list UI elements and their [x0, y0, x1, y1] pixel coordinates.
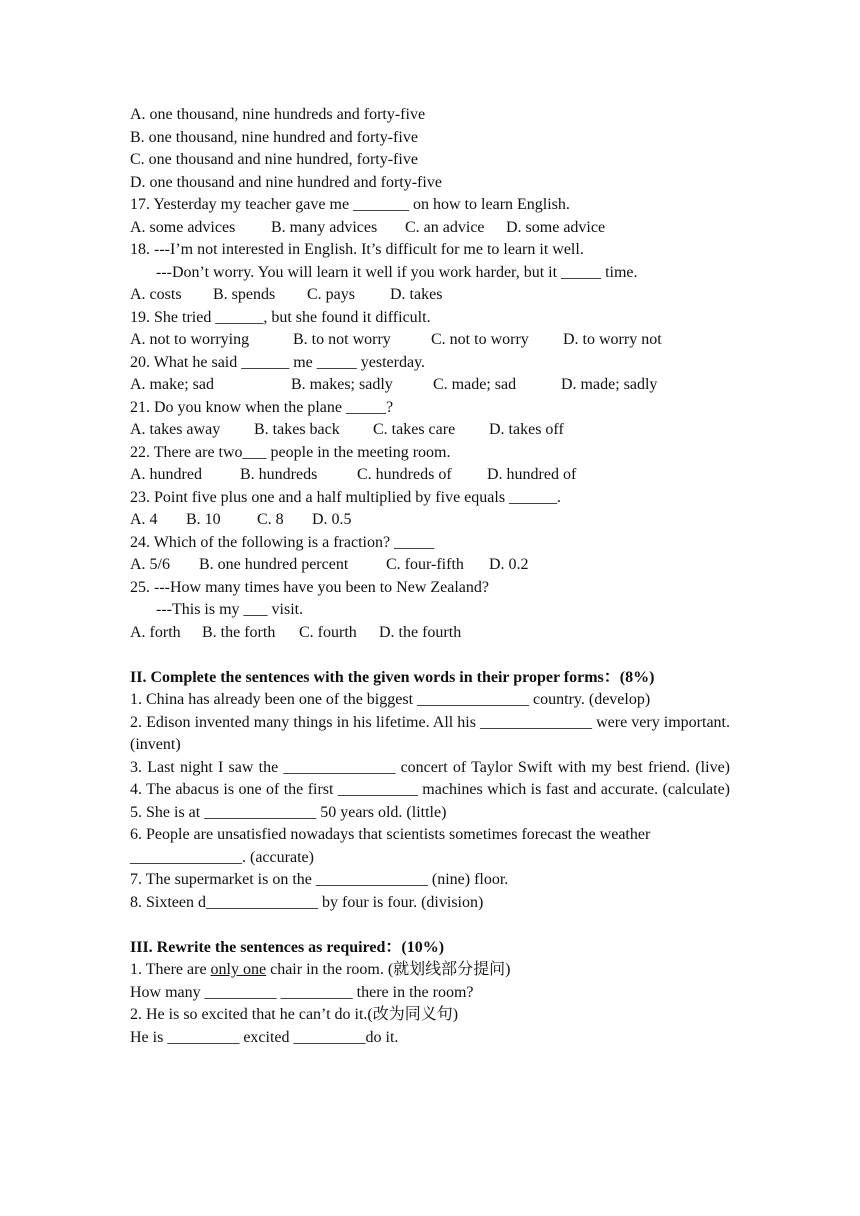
- q19-options: [130, 329, 730, 352]
- q19-option-d: D. to worry not: [563, 331, 662, 348]
- q25-option-a: A. forth: [130, 623, 181, 641]
- part2-heading: II. Complete the sentences with the given words in their proper forms：(8%): [130, 668, 655, 686]
- q17-options: [130, 217, 730, 240]
- part2-item-6: 6. People are unsatisfied nowadays that scientists sometimes forecast the weather: [130, 826, 651, 843]
- part3-q1: [130, 959, 730, 982]
- part3-q2-answer: He is _________ excited _________do it.: [130, 1028, 399, 1046]
- q23-option-d: D. 0.5: [312, 511, 352, 528]
- part3-q1-pre: 1. There are: [130, 961, 211, 978]
- q18-option-d: D. takes: [390, 286, 443, 303]
- part3-q1-underlined: only one: [210, 961, 267, 978]
- section-gap: [130, 914, 730, 937]
- part3-q2: 2. He is so excited that he can’t do it.(改为同义句): [130, 1006, 459, 1023]
- q20-stem: 20. What he said ______ me _____ yesterday.: [130, 353, 426, 371]
- q23-options: [130, 509, 730, 532]
- q18-options: [130, 284, 730, 307]
- part2-item-7: 7. The supermarket is on the ______________ (nine) floor.: [130, 871, 509, 888]
- q25-stem: 25. ---How many times have you been to New Zealand?: [130, 578, 489, 596]
- part3-heading: III. Rewrite the sentences as required：(10%): [130, 938, 445, 956]
- q22-option-d: D. hundred of: [487, 466, 577, 483]
- q24-options: [130, 554, 730, 577]
- q18-option-b: B. spends: [213, 286, 276, 303]
- q21-option-b: B. takes back: [254, 421, 340, 438]
- q16-option-a: A. one thousand, nine hundreds and forty-five: [130, 106, 426, 123]
- q22-options: [130, 464, 730, 487]
- q19-option-a: A. not to worrying: [130, 331, 250, 348]
- q18-stem-reply: ---Don’t worry. You will learn it well if you work harder, but it _____ time.: [156, 263, 638, 281]
- q21-option-c: C. takes care: [373, 421, 456, 438]
- part2-item-4-text: 4. The abacus is one of the first __________ machines which is fast and accurate. (calculate): [130, 781, 730, 798]
- q25-stem-reply: ---This is my ___ visit.: [156, 601, 304, 618]
- q19-option-b: B. to not worry: [293, 331, 391, 348]
- q21-option-d: D. takes off: [489, 421, 564, 438]
- q17-option-b: B. many advices: [271, 218, 378, 236]
- q24-option-c: C. four-fifth: [386, 556, 464, 573]
- q25-option-c: C. fourth: [299, 623, 357, 641]
- q23-stem: 23. Point five plus one and a half multiplied by five equals ______.: [130, 488, 562, 506]
- q24-option-d: D. 0.2: [489, 556, 529, 573]
- q18-stem: 18. ---I’m not interested in English. It’s difficult for me to learn it well.: [130, 241, 584, 258]
- q21-stem: 21. Do you know when the plane _____?: [130, 398, 394, 416]
- part2-item-4: [130, 779, 730, 802]
- q25-option-b: B. the forth: [202, 623, 276, 641]
- part2-item-2: [130, 712, 730, 757]
- q16-option-d: D. one thousand and nine hundred and forty-five: [130, 173, 442, 191]
- q18-option-a: A. costs: [130, 286, 182, 303]
- part3-q1-post: chair in the room. (就划线部分提问): [266, 961, 511, 978]
- part2-item-3: [130, 757, 730, 780]
- part2-item-8: 8. Sixteen d______________ by four is four. (division): [130, 893, 484, 911]
- q24-option-a: A. 5/6: [130, 556, 170, 573]
- q25-options: [130, 622, 730, 645]
- q22-option-b: B. hundreds: [240, 466, 318, 483]
- part2-item-5: 5. She is at ______________ 50 years old. (little): [130, 803, 447, 821]
- part2-item-2-text: 2. Edison invented many things in his lifetime. All his ______________ were very important. (invent): [130, 713, 730, 753]
- q22-option-c: C. hundreds of: [357, 466, 452, 483]
- q21-option-a: A. takes away: [130, 421, 221, 438]
- q18-option-c: C. pays: [307, 286, 355, 303]
- q23-option-a: A. 4: [130, 511, 158, 528]
- q24-option-b: B. one hundred percent: [199, 556, 349, 573]
- q20-options: [130, 374, 730, 397]
- q25-option-d: D. the fourth: [379, 623, 462, 641]
- q21-options: [130, 419, 730, 442]
- part2-item-6-cont: ______________. (accurate): [130, 848, 314, 866]
- q17-option-d: D. some advice: [506, 218, 606, 236]
- part3-q1-answer: How many _________ _________ there in the room?: [130, 983, 474, 1001]
- q16-option-b: B. one thousand, nine hundred and forty-five: [130, 128, 418, 146]
- q24-stem: 24. Which of the following is a fraction? _____: [130, 533, 435, 551]
- q19-stem: 19. She tried ______, but she found it difficult.: [130, 308, 431, 326]
- q17-option-a: A. some advices: [130, 218, 236, 236]
- section-gap: [130, 644, 730, 667]
- q17-option-c: C. an advice: [405, 218, 485, 236]
- q17-stem: 17. Yesterday my teacher gave me _______ on how to learn English.: [130, 196, 570, 213]
- worksheet-page: [130, 104, 730, 1049]
- q23-option-c: C. 8: [257, 511, 284, 528]
- q20-option-a: A. make; sad: [130, 376, 214, 393]
- q20-option-d: D. made; sadly: [561, 376, 658, 393]
- q19-option-c: C. not to worry: [431, 331, 529, 348]
- q23-option-b: B. 10: [186, 511, 221, 528]
- q16-option-c: C. one thousand and nine hundred, forty-five: [130, 151, 418, 168]
- q20-option-c: C. made; sad: [433, 376, 517, 393]
- q22-stem: 22. There are two___ people in the meeting room.: [130, 443, 451, 461]
- q20-option-b: B. makes; sadly: [291, 376, 393, 393]
- part2-item-1: 1. China has already been one of the biggest ______________ country. (develop): [130, 691, 651, 708]
- q22-option-a: A. hundred: [130, 466, 202, 483]
- part2-item-3-text: 3. Last night I saw the ______________ concert of Taylor Swift with my best friend. (live): [130, 758, 730, 776]
